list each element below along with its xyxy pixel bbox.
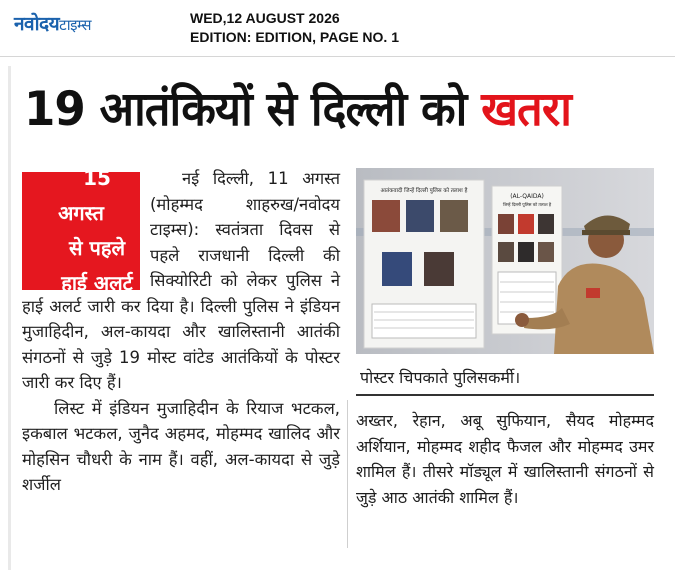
edition-page: EDITION: EDITION, PAGE NO. 1: [190, 29, 399, 45]
column-divider: [347, 400, 348, 548]
highlight-line-3: हाई अलर्ट: [61, 271, 133, 295]
logo-text-primary: नवोदय: [14, 13, 60, 35]
photo-caption: पोस्टर चिपकाते पुलिसकर्मी।: [356, 362, 654, 396]
article-paragraph-3: अख्तर, रेहान, अबू सुफियान, सैयद मोहम्मद अर्शियान, मोहम्मद शहीद फैजल और मोहम्मद उमर शामिल हैं। तीसरे मॉड्यूल में खालिस्तानी संगठनों से जुड़े आठ आतंकी शामिल हैं।: [356, 411, 654, 507]
clipping-edge: [8, 66, 11, 570]
edition-date: WED,12 AUGUST 2026: [190, 10, 340, 26]
edition-info: [190, 9, 399, 47]
article-headline: [24, 80, 638, 140]
poster-right-title: (AL-QAIDA): [510, 193, 544, 200]
poster-right: [492, 186, 562, 334]
newspaper-logo[interactable]: [14, 10, 91, 36]
highlight-box: [22, 166, 140, 295]
article-paragraph-1: [22, 166, 340, 396]
logo-text-secondary: टाइम्स: [59, 16, 91, 34]
paragraph-1-text: नई दिल्ली, 11 अगस्त (मोहम्मद शाहरुख/नवोदय टाइम्स): स्वतंत्रता दिवस से पहले राजधानी दिल्ली की सिक्योरिटी को लेकर पुलिस ने हाई अलर्ट जारी कर दिया है। दिल्ली पुलिस ने इंडियन मुजाहिदीन, अल-कायदा और खालिस्तानी आतंकी संगठनों से जुड़े 19 मोस्ट वांटेड आतंकियों के पोस्टर जारी कर दिए हैं।: [22, 169, 340, 392]
headline-accent: खतरा: [481, 82, 572, 137]
article-photo: [356, 168, 654, 354]
article-column-left: [22, 166, 340, 498]
police-poster-photo: [356, 168, 654, 354]
poster-left: [364, 180, 484, 348]
headline-main: 19 आतंकियों से दिल्ली को: [24, 82, 482, 137]
highlight-line-2: से पहले: [68, 236, 126, 260]
article-paragraph-2: लिस्ट में इंडियन मुजाहिदीन के रियाज भटकल, इकबाल भटकल, जुनैद अहमद, मोहम्मद खालिद और मोहसिन चौधरी के नाम हैं। वहीं, अल-कायदा से जुड़े शर्जील: [22, 398, 340, 494]
poster-right-subtitle: जिन्हें दिल्ली पुलिस को तलाश है: [502, 202, 552, 207]
article-column-right: [356, 408, 654, 510]
highlight-line-1: 15 अगस्त: [58, 166, 111, 225]
poster-left-title: आतंकवादी जिन्हें दिल्ली पुलिस को तलाश है: [380, 188, 468, 194]
masthead-bar: [0, 0, 675, 57]
